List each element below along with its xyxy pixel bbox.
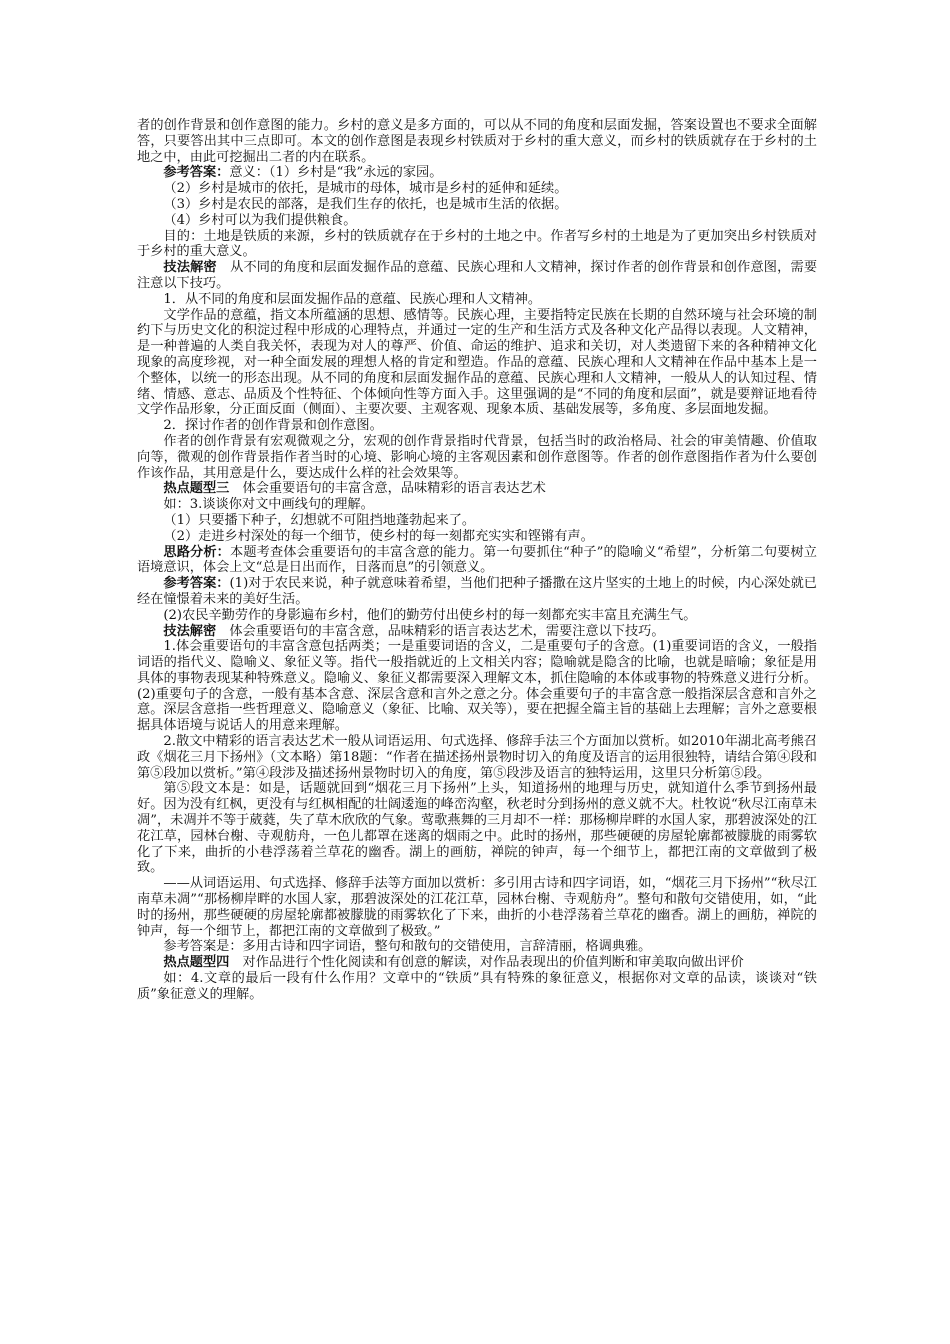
- bold-lead: 热点题型四: [163, 955, 230, 971]
- paragraph: 作者的创作背景有宏观微观之分，宏观的创作背景指时代背景，包括当时的政治格局、社会的审美情趣、价值取向等，微观的创作背景指作者当时的心境、影响心境的主客观因素和创作意图等。作者的创作意图指作者为什么要创作该作品，其用意是什么，要达成什么样的社会效果等。: [137, 433, 817, 481]
- paragraph: 如：3.谈谈你对文中画线句的理解。: [163, 497, 374, 513]
- section-heading: [137, 955, 817, 971]
- paragraph: （4）乡村可以为我们提供粮食。: [163, 212, 357, 228]
- paragraph-text: (1)对于农民来说，种子就意味着希望，当他们把种子播撒在这片坚实的土地上的时候，内心深处就已经在憧憬着未来的美好生活。: [137, 576, 817, 607]
- paragraph: 者的创作背景和创作意图的能力。乡村的意义是多方面的，可以从不同的角度和层面发掘，答案设置也不要求全面解答，只要答出其中三点即可。本文的创作意图是表现乡村铁质对于乡村的重大意义，而乡村的铁质就存在于乡村的土地之中，由此可挖掘出二者的内在联系。: [137, 118, 817, 165]
- paragraph: 1.体会重要语句的丰富含意包括两类；一是重要词语的含义，二是重要句子的含意。(1)重要词语的含义，一般指词语的指代义、隐喻义、象征义等。指代一般指就近的上文相关内容；隐喻就是隐含的比喻，也就是暗喻；象征是用具体的事物表现某种特殊意义。隐喻义、象征义都需要深入理解文本，抓住隐喻的本体或事物的特殊意义进行分析。(2)重要句子的含意，一般有基本含意、深层含意和言外之意之分。体会重要句子的丰富含意一般指深层含意和言外之意。深层含意指一些哲理意义、隐喻意义（象征、比喻、双关等），要在把握全篇主旨的基础上去理解；言外之意要根据具体语境与说话人的用意来理解。: [137, 639, 817, 734]
- paragraph: （2）乡村是城市的依托，是城市的母体，城市是乡村的延伸和延续。: [163, 181, 568, 197]
- paragraph: 目的：土地是铁质的来源，乡村的铁质就存在于乡村的土地之中。作者写乡村的土地是为了更加突出乡村铁质对于乡村的重大意义。: [137, 228, 817, 260]
- paragraph-text: 对作品进行个性化阅读和有创意的解读，对作品表现出的价值判断和审美取向做出评价: [229, 955, 744, 971]
- technique-paragraph: [137, 260, 817, 292]
- analysis-paragraph: [137, 545, 817, 577]
- paragraph: （3）乡村是农民的部落，是我们生存的依托，也是城市生活的依据。: [163, 196, 568, 212]
- paragraph: 如：4.文章的最后一段有什么作用？文章中的“铁质”具有特殊的象征意义，根据你对文章的品读，谈谈对“铁质”象征意义的理解。: [137, 971, 817, 1002]
- bold-lead: 热点题型三: [163, 481, 230, 497]
- paragraph-text: 意义：（1）乡村是“我”永远的家园。: [229, 165, 443, 181]
- answer-paragraph: [137, 165, 817, 181]
- document-page: [137, 118, 817, 1003]
- paragraph: （1）只要播下种子，幻想就不可阻挡地蓬勃起来了。: [163, 512, 476, 528]
- bold-lead: 参考答案：: [163, 576, 230, 592]
- paragraph: 第⑤段文本是：如是，话题就回到“烟花三月下扬州”上头，知道扬州的地理与历史，就知道什么季节到扬州最好。因为没有红枫，更没有与红枫相配的壮阔逶迤的峰峦沟壑，秋老时分到扬州的意义就不大。杜牧说“秋尽江南草未凋”，未凋并不等于葳蕤，失了草木欣欣的气象。莺歌燕舞的三月却不一样：那杨柳岸畔的水国人家，那碧波深处的江花江草，园林台榭、寺观舫舟，一色儿都罩在迷离的烟雨之中。此时的扬州，那些硬硬的房屋轮廓都被朦胧的雨雾软化了下来，曲折的小巷浮荡着兰草花的幽香。湖上的画舫，禅院的钟声，每一个细节上，都把江南的文章做到了极致。: [137, 781, 817, 876]
- bold-lead: 技法解密: [163, 260, 217, 276]
- paragraph: 1．从不同的角度和层面发掘作品的意蕴、民族心理和人文精神。: [163, 291, 542, 307]
- paragraph-text: 体会重要语句的丰富含意，品味精彩的语言表达艺术，需要注意以下技巧。: [216, 623, 665, 639]
- paragraph: （2）走进乡村深处的每一个细节，使乡村的每一刻都充实实和铿锵有声。: [163, 528, 594, 544]
- paragraph: ——从词语运用、句式选择、修辞手法等方面加以赏析：多引用古诗和四字词语，如，“烟花三月下扬州”“秋尽江南草未凋”“那杨柳岸畔的水国人家，那碧波深处的江花江草，园林台榭、寺观舫舟”。整句和散句交错使用，如，“此时的扬州，那些硬硬的房屋轮廓都被朦胧的雨雾软化了下来，曲折的小巷浮荡着兰草花的幽香。湖上的画舫，禅院的钟声，每一个细节上，都把江南的文章做到了极致。”: [137, 876, 817, 939]
- technique-paragraph: [137, 624, 817, 640]
- bold-lead: 思路分析：: [163, 544, 231, 560]
- bold-lead: 参考答案：: [163, 165, 230, 181]
- paragraph-text: 本题考查体会重要语句的丰富含意的能力。第一句要抓住“种子”的隐喻义“希望”，分析第二句要树立语境意识，体会上文“总是日出而作，日落而息”的引领意义。: [137, 544, 817, 576]
- answer-paragraph: [137, 576, 817, 608]
- paragraph: 文学作品的意蕴，指文本所蕴涵的思想、感情等。民族心理，主要指特定民族在长期的自然环境与社会环境的制约下与历史文化的积淀过程中形成的心理特点，并通过一定的生产和生活方式及各种文化产品得以表现。人文精神，是一种普遍的人类自我关怀，表现为对人的尊严、价值、命运的维护、追求和关切，对人类遗留下来的各种精神文化现象的高度珍视，对一种全面发展的理想人格的肯定和塑造。作品的意蕴、民族心理和人文精神在作品中基本上是一个整体，以统一的形态出现。从不同的角度和层面发掘作品的意蕴、民族心理和人文精神，一般从人的认知过程、情绪、情感、意志、品质及个性特征、个体倾向性等方面入手。这里强调的是“不同的角度和层面”，就是要辩证地看待文学作品形象，分正面反面（侧面）、主要次要、主观客观、现象本质、基础发展等，多角度、多层面地发掘。: [137, 307, 817, 418]
- paragraph-text: 体会重要语句的丰富含意，品味精彩的语言表达艺术: [229, 481, 546, 497]
- paragraph: 2.散文中精彩的语言表达艺术一般从词语运用、句式选择、修辞手法三个方面加以赏析。如2010年湖北高考熊召政《烟花三月下扬州》（文本略）第18题：“作者在描述扬州景物时切入的角度及语言的运用很独特，请结合第④段和第⑤段加以赏析。”第④段涉及描述扬州景物时切入的角度，第⑤段涉及语言的独特运用，这里只分析第⑤段。: [137, 734, 817, 781]
- paragraph: (2)农民辛勤劳作的身影遍布乡村，他们的勤劳付出使乡村的每一刻都充实丰富且充满生气。: [163, 607, 697, 623]
- paragraph-text: 从不同的角度和层面发掘作品的意蕴、民族心理和人文精神，探讨作者的创作背景和创作意图，需要注意以下技巧。: [137, 260, 818, 291]
- paragraph: 2．探讨作者的创作背景和创作意图。: [163, 418, 383, 434]
- section-heading: [137, 481, 817, 497]
- bold-lead: 技法解密: [163, 623, 217, 639]
- paragraph: 参考答案是：多用古诗和四字词语，整句和散句的交错使用，言辞清丽，格调典雅。: [163, 939, 652, 955]
